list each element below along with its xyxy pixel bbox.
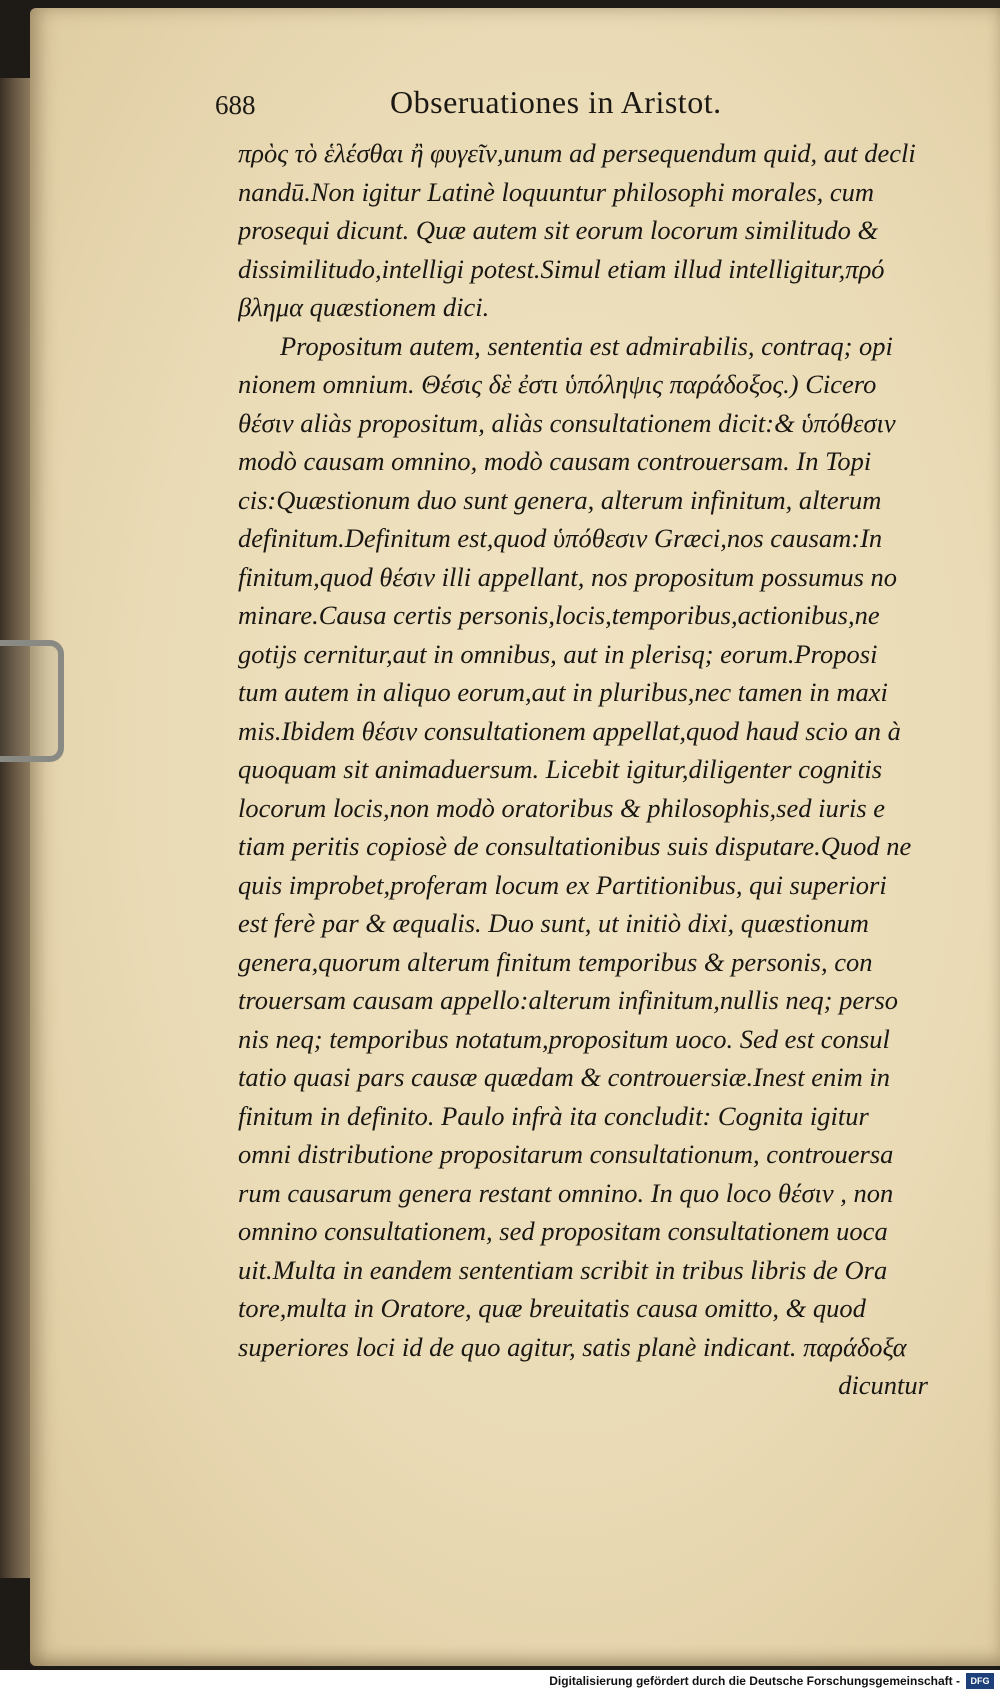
book-clasp bbox=[0, 640, 64, 762]
text-line: tum autem in aliquo eorum,aut in pluribus,nec tamen in maxi bbox=[238, 677, 888, 707]
text-line: est ferè par & æqualis. Duo sunt, ut initiò dixi, quæstionum bbox=[238, 908, 869, 938]
text-line: omni distributione propositarum consultationum, controuersa bbox=[238, 1139, 894, 1169]
text-line: uit.Multa in eandem sententiam scribit in tribus libris de Ora bbox=[238, 1254, 888, 1285]
text-line: superiores loci id de quo agitur, satis planè indicant. παράδοξα bbox=[238, 1331, 907, 1362]
text-line: θέσιν aliàs propositum, aliàs consultationem dicit:& ὑπόθεσιν bbox=[238, 407, 896, 438]
footer-credit: Digitalisierung gefördert durch die Deutsche Forschungsgemeinschaft - bbox=[549, 1674, 960, 1688]
text-line: finitum,quod θέσιν illi appellant, nos propositum possumus no bbox=[238, 561, 898, 592]
text-line: modò causam omnino, modò causam controuersam. In Topi bbox=[238, 446, 872, 476]
digitization-footer bbox=[0, 1670, 1000, 1695]
text-line: finitum in definito. Paulo infrà ita concludit: Cognita igitur bbox=[238, 1100, 869, 1131]
text-line: trouersam causam appello:alterum infinitum,nullis neq; perso bbox=[238, 985, 899, 1015]
text-line: tatio quasi pars causæ quædam & controuersiæ.Inest enim in bbox=[238, 1062, 890, 1092]
text-line: mis.Ibidem θέσιν consultationem appellat,quod haud scio an à bbox=[238, 715, 901, 746]
text-line: cis:Quæstionum duo sunt genera, alterum infinitum, alterum bbox=[238, 484, 882, 515]
text-line: definitum.Definitum est,quod ὑπόθεσιν Græci,nos causam:In bbox=[238, 523, 883, 553]
text-line: gotijs cernitur,aut in omnibus, aut in plerisq; eorum.Proposi bbox=[238, 638, 878, 669]
page-number: 688 bbox=[215, 90, 256, 120]
text-line: dissimilitudo,intelligi potest.Simul etiam illud intelligitur,πρό bbox=[238, 253, 885, 284]
text-line: tore,multa in Oratore, quæ breuitatis causa omitto, & quod bbox=[238, 1293, 866, 1323]
text-line: omnino consultationem, sed propositam consultationem uoca bbox=[238, 1216, 888, 1246]
text-line: nionem omnium. Θέσις δὲ ἐστι ὑπόληψις παράδοξος.) Cicero bbox=[238, 369, 877, 399]
text-line: quoquam sit animaduersum. Licebit igitur,diligenter cognitis bbox=[238, 754, 883, 784]
text-line: prosequi dicunt. Quæ autem sit eorum locorum similitudo & bbox=[238, 215, 879, 245]
text-line: Propositum autem, sententia est admirabilis, contraq; opi bbox=[280, 330, 893, 361]
text-line: βλημα quæstionem dici. bbox=[238, 292, 490, 322]
text-line: rum causarum genera restant omnino. In quo loco θέσιν , non bbox=[238, 1177, 894, 1208]
running-head: Obseruationes in Aristot. bbox=[390, 84, 722, 120]
text-line: genera,quorum alterum finitum temporibus & personis, con bbox=[238, 946, 873, 977]
text-line: πρὸς τὸ ἑλέσθαι ἢ φυγεῖν,unum ad persequendum quid, aut decli bbox=[238, 138, 916, 168]
text-line: minare.Causa certis personis,locis,temporibus,actionibus,ne bbox=[238, 600, 880, 630]
catchword: dicuntur bbox=[838, 1370, 928, 1400]
text-line: nis neq; temporibus notatum,propositum uoco. Sed est consul bbox=[238, 1023, 890, 1054]
dfg-logo: DFG bbox=[966, 1673, 994, 1689]
text-line: quis improbet,proferam locum ex Partitionibus, qui superiori bbox=[238, 869, 887, 900]
text-line: nandū.Non igitur Latinè loquuntur philosophi morales, cum bbox=[238, 176, 875, 207]
text-line: tiam peritis copiosè de consultationibus suis disputare.Quod ne bbox=[238, 831, 912, 861]
body-text bbox=[238, 134, 938, 1405]
text-line: locorum locis,non modò oratoribus & philosophis,sed iuris e bbox=[238, 792, 886, 823]
